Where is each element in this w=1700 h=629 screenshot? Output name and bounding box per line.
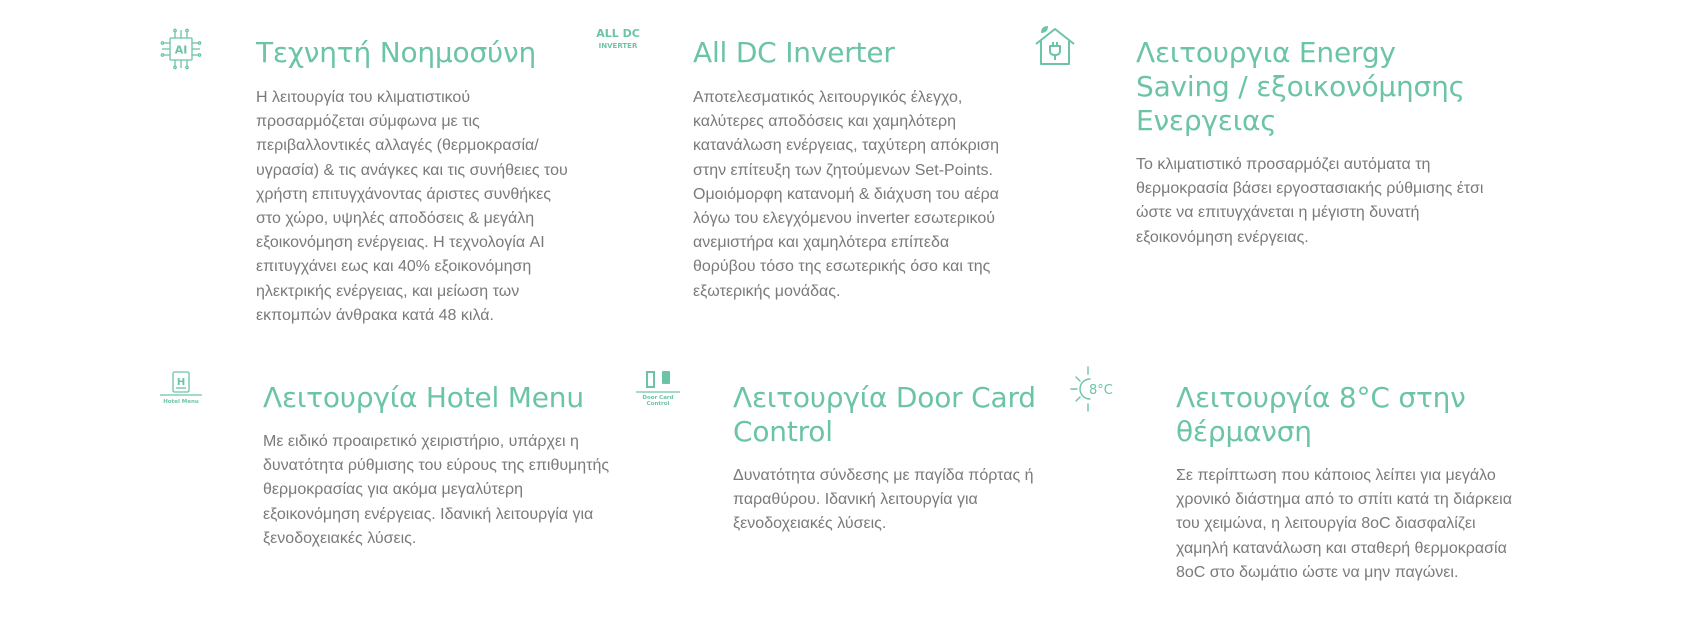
feature-title-energy-saving: Λειτουργια Energy Saving / εξοικονόμησης Ενεργειας [1136, 36, 1465, 137]
eco-home-plug-icon [1033, 24, 1077, 68]
feature-description-door-card-control: Δυνατότητα σύνδεσης με παγίδα πόρτας ή παραθύρου. Ιδανική λειτουργία για ξενοδοχειακές λύσεις. [733, 467, 1034, 533]
feature-description-hotel-menu: Με ειδικό προαιρετικό χειριστήριο, υπάρχει η δυνατότητα ρύθμισης του εύρους της επιθυμητής θερμοκρασίας για ακόμα μεγαλύτερη εξοικονόμηση ενέργειας. Ιδανική λειτουργία για ξενοδοχειακές λύσεις. [263, 433, 610, 547]
ai-chip-icon [160, 28, 202, 70]
door-card-control-icon-line2: Control [646, 401, 670, 407]
feature-title-hotel-menu: Λειτουργία Hotel Menu [263, 381, 584, 414]
ai-chip-icon-label: AI [174, 43, 188, 57]
feature-title-heating-8c: Λειτουργία 8°C στην θέρμανση [1176, 381, 1466, 448]
door-card-control-icon-line1: Door Card [642, 395, 674, 401]
feature-description-energy-saving: Το κλιματιστικό προσαρμόζει αυτόματα τη θερμοκρασία βάσει εργοστασιακής ρύθμισης έτσι ώστε να επιτυγχάνεται η μέγιστη δυνατή εξοικονόμηση ενέργειας. [1136, 156, 1484, 246]
hotel-menu-icon [160, 370, 202, 406]
feature-title-door-card-control: Λειτουργία Door Card Control [733, 381, 1036, 448]
feature-description-all-dc-inverter: Αποτελεσματικός λειτουργικός έλεγχο, καλύτερες αποδόσεις και χαμηλότερη κατανάλωση ενέργειας, ταχύτερη απόκριση στην επίτευξη των ζητούμενων Set-Points. Ομοιόμορφη κατανομή & διάχυση του αέρα λόγω του ελεγχόμενου inverter εσωτερικού ανεμιστήρα και χαμηλότερα επίπεδα θορύβου τόσο της εσωτερικής όσο και της εξωτερικής μονάδας. [693, 89, 1000, 300]
all-dc-inverter-icon-line2: INVERTER [598, 42, 638, 50]
all-dc-inverter-icon [594, 26, 644, 52]
heating-8c-icon-label: 8°C [1089, 383, 1113, 398]
hotel-menu-icon-label: Hotel Menu [163, 399, 199, 405]
feature-description-ai: Η λειτουργία του κλιματιστικού προσαρμόζεται σύμφωνα με τις περιβαλλοντικές αλλαγές (θερμοκρασία/υγρασία) & τις ανάγκες και τις συνήθειες του χρήστη επιτυγχάνοντας άριστες συνθήκες στο χώρο, υψηλές αποδόσεις & μεγάλη εξοικονόμηση ενέργειας. Η τεχνολογία AI επιτυγχάνει εως και 40% εξοικονόμηση ηλεκτρικής ενέργειας, και μείωση των εκπομπών άνθρακα κατά 48 κιλά. [256, 89, 568, 324]
door-card-control-icon [636, 369, 680, 409]
all-dc-inverter-icon-line1: ALL DC [596, 27, 640, 40]
feature-description-heating-8c: Σε περίπτωση που κάποιος λείπει για μεγάλο χρονικό διάστημα από το σπίτι κατά τη διάρκεια του χειμώνα, η λειτουργία 8oC διασφαλίζει χαμηλή κατανάλωση και σταθερή θερμοκρασία 8oC στο δωμάτιο ώστε να μην παγώνει. [1176, 467, 1512, 581]
hotel-menu-icon-letter: H [176, 377, 186, 388]
feature-title-ai: Τεχνητή Νοημοσύνη [256, 36, 537, 69]
heating-8c-icon [1070, 366, 1116, 412]
feature-title-all-dc-inverter: All DC Inverter [693, 36, 895, 69]
